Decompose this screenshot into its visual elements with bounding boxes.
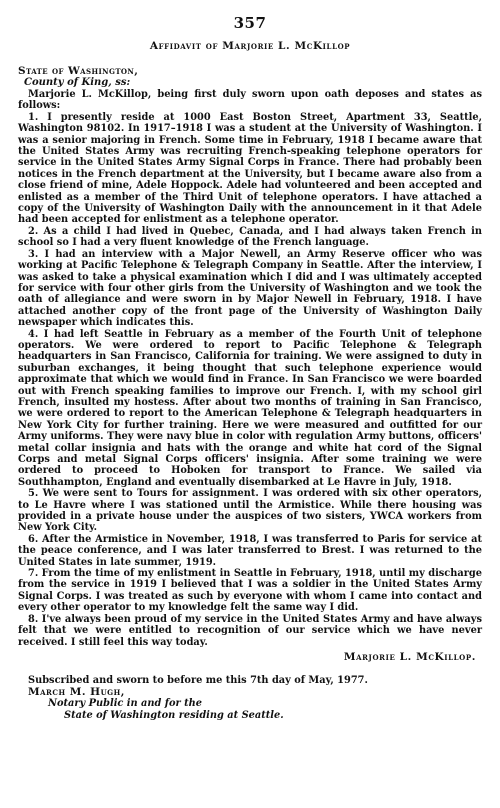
affidavit-body	[18, 89, 482, 648]
affiant-signature: Marjorie L. McKillop.	[343, 650, 476, 663]
jurat-block	[18, 675, 482, 721]
paragraph-2: 2. As a child I had lived in Quebec, Canada, and I had always taken French in school so I had a very fluent knowledge of the French language.	[18, 225, 482, 249]
intro-paragraph: Marjorie L. McKillop, being first duly sworn upon oath deposes and states as follows:	[18, 89, 482, 112]
notary-place: State of Washington residing at Seattle.	[64, 709, 284, 721]
paragraph-8: 8. I've always been proud of my service in the United States Army and have always felt that we were entitled to recognition of our service which we have never received. I still feel this way today.	[18, 613, 482, 648]
paragraph-1: 1. I presently reside at 1000 East Boston Street, Apartment 33, Seattle, Washington 98102. In 1917–1918 I was a student at the University of Washington. I was a senior majoring in French. Some time in February, 1918 I became aware that the United States Army was recruiting French-speaking telephone operators for service in the United States Army Signal Corps in France. There had probably been notices in the French department at the University, but I became aware also from a close friend of mine, Adele Hoppock. Adele had volunteered and been accepted and enlisted as a member of the Third Unit of telephone operators. I have attached a copy of the University of Washington Daily with the announcement in it that Adele had been accepted for enlistment as a telephone operator.	[18, 111, 482, 226]
paragraph-4: 4. I had left Seattle in February as a member of the Fourth Unit of telephone operators. We were ordered to report to Pacific Telephone & Telegraph headquarters in San Francisco, California for training. We were assigned to duty in suburban exchanges, it being thought that such telephone experience would approximate that which we would find in France. In San Francisco we were boarded out with French speaking families to improve our French. I, with my school girl French, insulted my hostess. After about two months of training in San Francisco, we were ordered to report to the American Telephone & Telegraph headquarters in New York City for further training. Here we were measured and outfitted for our Army uniforms. They were navy blue in color with regulation Army buttons, officers' metal collar insignia and hats with the orange and white hat cord of the Signal Corps and metal Signal Corps officers' insignia. After some training we were ordered to proceed to Hoboken for transport to France. We sailed via Southhampton, England and eventually disembarked at Le Havre in July, 1918.	[18, 328, 482, 488]
paragraph-6: 6. After the Armistice in November, 1918, I was transferred to Paris for service at the peace conference, and I was later transferred to Brest. I was returned to the United States in late summer, 1919.	[18, 533, 482, 568]
affidavit-title: Affidavit of Marjorie L. McKillop	[149, 40, 351, 52]
page-number: 357	[233, 14, 267, 32]
venue-state: State of Washington,	[18, 65, 139, 77]
notary-title: Notary Public in and for the	[48, 698, 202, 710]
jurat-statement: Subscribed and sworn to before me this 7th day of May, 1977.	[28, 674, 368, 686]
paragraph-7: 7. From the time of my enlistment in Seattle in February, 1918, until my discharge from the service in 1919 I believed that I was a soldier in the United States Army Signal Corps. I was treated as such by everyone with whom I came into contact and every other operator to my knowledge felt the same way I did.	[18, 568, 482, 614]
paragraph-3: 3. I had an interview with a Major Newell, an Army Reserve officer who was working at Pacific Telephone & Telegraph Company in Seattle. After the interview, I was asked to take a physical examination which I did and I was ultimately accepted for service with four other girls from the University of Washington and we took the oath of allegiance and were sworn in by Major Newell in February, 1918. I have attached another copy of the front page of the University of Washington Daily newspaper which indicates this.	[18, 248, 482, 329]
notary-name: March M. Hugh,	[28, 685, 125, 698]
venue-county: County of King, ss:	[24, 77, 131, 88]
paragraph-5: 5. We were sent to Tours for assignment. I was ordered with six other operators, to Le Havre where I was stationed until the Armistice. While there housing was provided in a private house under the auspices of two sisters, YWCA workers from New York City.	[18, 488, 482, 534]
